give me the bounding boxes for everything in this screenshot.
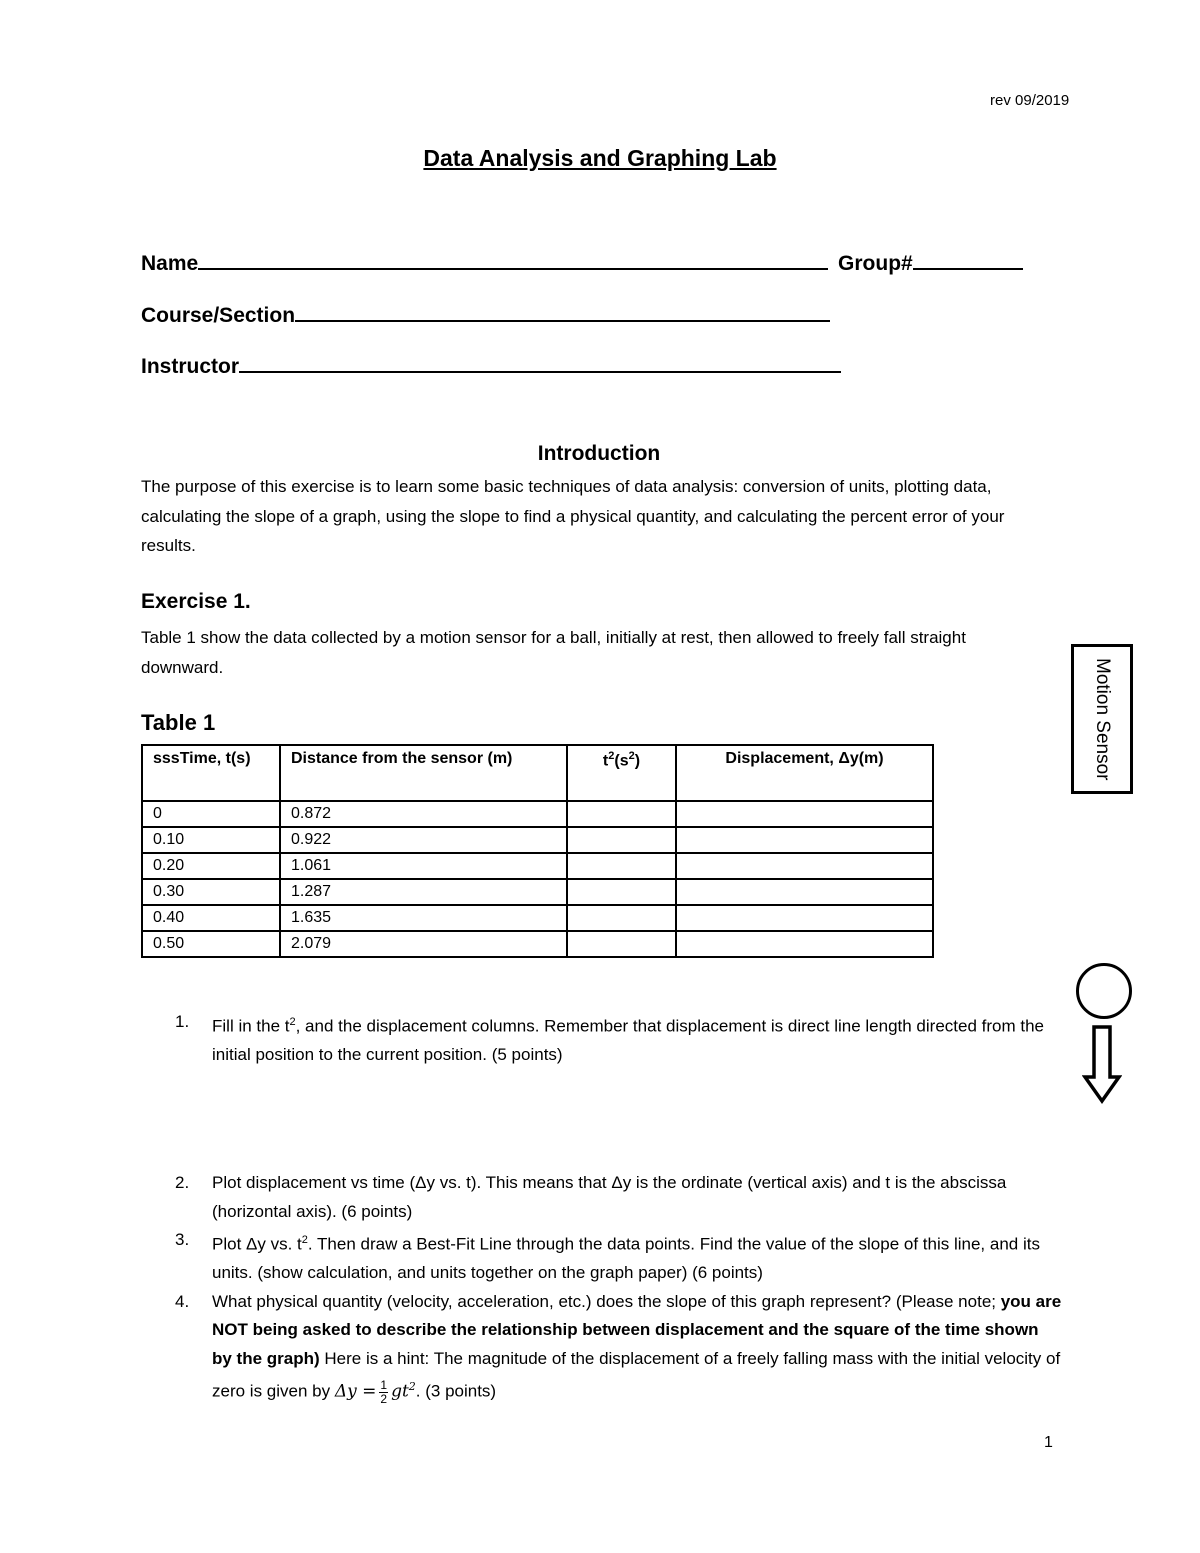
- question-list-2: [141, 1169, 1062, 1406]
- cell-t-squared[interactable]: [567, 931, 676, 957]
- cell-displacement[interactable]: [676, 879, 933, 905]
- ball-circle: [1076, 963, 1132, 1019]
- down-arrow-icon: [1082, 1025, 1122, 1105]
- question-3-number: 3.: [175, 1230, 190, 1249]
- question-4-bold-b: you are NOT being asked to describe the relationship between displacement and the square of the time shown by the graph): [212, 1291, 1062, 1368]
- header-distance: Distance from the sensor (m): [280, 745, 567, 801]
- instructor-blank[interactable]: [239, 353, 841, 373]
- data-table: [141, 744, 934, 958]
- question-3-sup: 2: [301, 1234, 308, 1246]
- question-1-text-a: Fill in the t: [212, 1016, 290, 1036]
- table-header-row: [142, 745, 933, 801]
- table-row: [142, 801, 933, 827]
- cell-distance: 1.635: [280, 905, 567, 931]
- question-2: [175, 1169, 1062, 1226]
- cell-time: 0.10: [142, 827, 280, 853]
- question-1-number: 1.: [175, 1012, 190, 1031]
- header-time: sssTime, t(s): [142, 745, 280, 801]
- cell-time: 0.40: [142, 905, 280, 931]
- cell-distance: 0.872: [280, 801, 567, 827]
- cell-t-squared[interactable]: [567, 801, 676, 827]
- cell-time: 0.20: [142, 853, 280, 879]
- cell-displacement[interactable]: [676, 931, 933, 957]
- question-1: [175, 1008, 1062, 1070]
- motion-sensor-label: Motion Sensor: [1092, 657, 1113, 781]
- table-row: [142, 879, 933, 905]
- cell-time: 0.50: [142, 931, 280, 957]
- cell-distance: 1.061: [280, 853, 567, 879]
- name-label: Name: [141, 252, 199, 275]
- page-number: 1: [1044, 1434, 1053, 1451]
- cell-displacement[interactable]: [676, 853, 933, 879]
- cell-t-squared[interactable]: [567, 853, 676, 879]
- cell-displacement[interactable]: [676, 905, 933, 931]
- instructor-label: Instructor: [141, 355, 240, 378]
- exercise-text: Table 1 show the data collected by a motion sensor for a ball, initially at rest, then allowed to freely fall straight downward.: [141, 628, 966, 677]
- question-3-text-a: Plot Δy vs. t: [212, 1234, 302, 1254]
- equation-denominator: 2: [380, 1391, 388, 1406]
- introduction-heading: Introduction: [537, 442, 661, 465]
- table-row: [142, 931, 933, 957]
- revision-label: rev 09/2019: [990, 92, 1070, 109]
- equation-rhs: gt: [391, 1381, 409, 1402]
- course-field-row: [141, 302, 830, 328]
- cell-displacement[interactable]: [676, 801, 933, 827]
- question-3: [175, 1226, 1062, 1288]
- header-displacement: Displacement, Δy(m): [676, 745, 933, 801]
- question-1-text-b: , and the displacement columns. Remember that displacement is direct line length directed from the initial position to the current position. (5 points): [212, 1016, 1044, 1065]
- table-row: [142, 853, 933, 879]
- equation-fraction: [379, 1379, 388, 1406]
- cell-t-squared[interactable]: [567, 879, 676, 905]
- name-field-row: [141, 250, 1023, 276]
- equation-sup: 2: [408, 1380, 416, 1394]
- group-label: Group#: [838, 252, 913, 275]
- page-title: Data Analysis and Graphing Lab: [423, 145, 777, 171]
- question-3-text-b: . Then draw a Best-Fit Line through the data points. Find the value of the slope of this line, and its units. (show calculation, and units together on the graph paper) (6 points): [212, 1234, 1040, 1283]
- cell-time: 0.30: [142, 879, 280, 905]
- header-t2-close: ): [634, 752, 641, 770]
- cell-time: 0: [142, 801, 280, 827]
- question-4-text-a: Here is a hint: The magnitude of the displacement of a freely falling mass with the initial velocity of zero is given by: [212, 1348, 1061, 1401]
- table-row: [142, 905, 933, 931]
- cell-distance: 0.922: [280, 827, 567, 853]
- header-t2-base: t: [602, 752, 609, 770]
- cell-distance: 1.287: [280, 879, 567, 905]
- cell-t-squared[interactable]: [567, 905, 676, 931]
- cell-distance: 2.079: [280, 931, 567, 957]
- table-caption: Table 1: [141, 710, 216, 735]
- question-4-number: 4.: [175, 1291, 190, 1311]
- name-blank[interactable]: [198, 250, 828, 270]
- question-1-sup: 2: [289, 1016, 296, 1028]
- motion-sensor-box: [1071, 644, 1133, 794]
- question-4-bold-a: What physical quantity (velocity, acceleration, etc.) does the slope of this graph represent? (Please note;: [212, 1291, 1001, 1311]
- group-blank[interactable]: [913, 250, 1023, 270]
- question-2-text: Plot displacement vs time (Δy vs. t). This means that Δy is the ordinate (vertical axis) and t is the abscissa (horizontal axis). (6 points): [212, 1173, 1007, 1221]
- question-2-number: 2.: [175, 1173, 190, 1192]
- table-row: [142, 827, 933, 853]
- equation-numerator: 1: [380, 1377, 388, 1392]
- equation-lhs: Δy =: [334, 1381, 377, 1402]
- question-list-1: [141, 1008, 1062, 1070]
- course-label: Course/Section: [141, 304, 296, 327]
- exercise-heading: Exercise 1.: [141, 590, 251, 613]
- header-t-squared: [567, 745, 676, 801]
- course-blank[interactable]: [295, 302, 830, 322]
- header-t2-unit: (s: [614, 752, 629, 770]
- header-t2-sup: 2: [608, 750, 615, 762]
- introduction-text: The purpose of this exercise is to learn some basic techniques of data analysis: conversion of units, plotting data, calculating the slope of a graph, using the slope to find a physical quantity, and calculating the percent error of your results.: [141, 477, 1005, 555]
- cell-t-squared[interactable]: [567, 827, 676, 853]
- instructor-field-row: [141, 353, 841, 379]
- header-t2-unit-sup: 2: [628, 750, 635, 762]
- question-4: [175, 1288, 1062, 1407]
- cell-displacement[interactable]: [676, 827, 933, 853]
- question-4-text-b: . (3 points): [415, 1381, 497, 1401]
